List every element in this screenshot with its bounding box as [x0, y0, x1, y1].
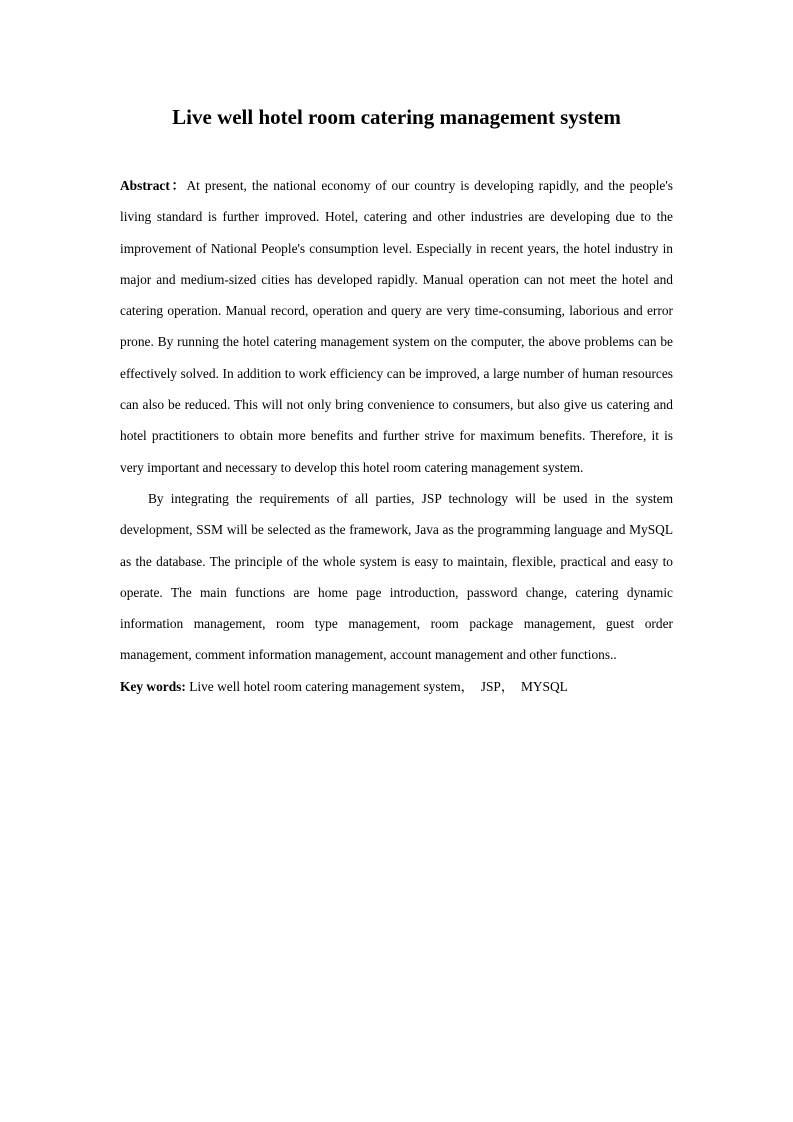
keyword-separator: ，	[500, 678, 521, 694]
abstract-label: Abstract：	[120, 178, 187, 193]
keyword-item: MYSQL	[520, 678, 568, 694]
abstract-text-1: At present, the national economy of our country is developing rapidly, and the people's living standard is further improved. Hotel, catering and other industries are developing due to the improvement of National People's consumption level. Especially in recent years, the hotel industry in major and medium-sized cities has developed rapidly. Manual operation can not meet the hotel and catering operation. Manual record, operation and query are very time-consuming, laborious and error prone. By running the hotel catering management system on the computer, the above problems can be effectively solved. In addition to work efficiency can be improved, a large number of human resources can also be reduced. This will not only bring convenience to consumers, but also give us catering and hotel practitioners to obtain more benefits and further strive for maximum benefits. Therefore, it is very important and necessary to develop this hotel room catering management system.	[120, 178, 673, 475]
keyword-item: Live well hotel room catering management system	[189, 678, 461, 694]
keywords-line	[120, 671, 673, 702]
document-title: Live well hotel room catering management system	[172, 105, 621, 129]
abstract-section	[120, 170, 673, 702]
abstract-paragraph-2: By integrating the requirements of all parties, JSP technology will be used in the system development, SSM will be selected as the framework, Java as the programming language and MySQL as the database. The principle of the whole system is easy to maintain, flexible, practical and easy to operate. The main functions are home page introduction, password change, catering dynamic information management, room type management, room package management, guest order management, comment information management, account management and other functions..	[120, 490, 673, 663]
keyword-separator: ，	[460, 678, 481, 694]
keyword-item: JSP	[480, 678, 501, 694]
abstract-paragraph-1	[120, 170, 673, 483]
keywords-label: Key words:	[120, 678, 186, 694]
